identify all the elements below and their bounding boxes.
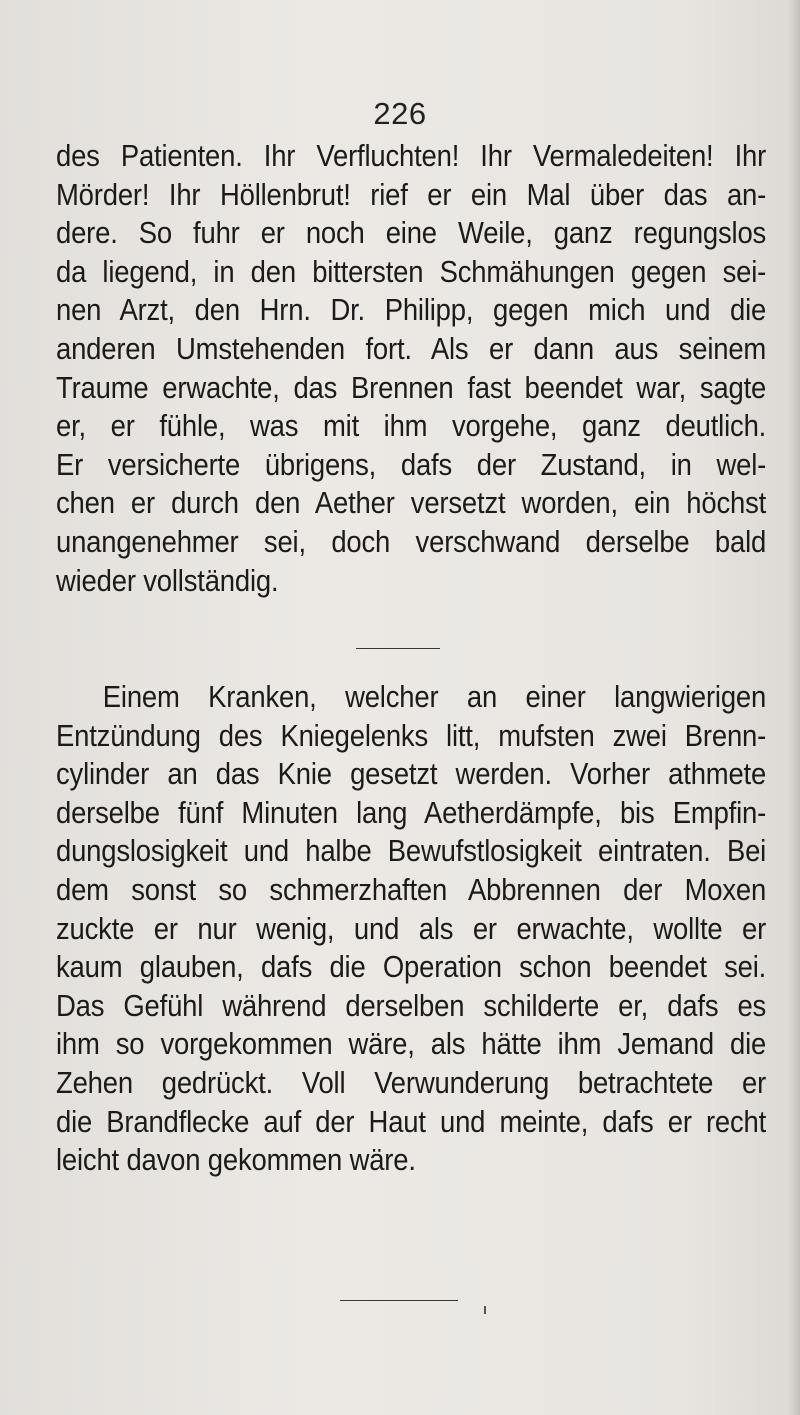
text-line: dem sonst so schmerzhaften Abbrennen der Moxen — [56, 872, 767, 907]
text-line: Er versicherte übrigens, dafs der Zustand, in wel- — [56, 447, 767, 482]
text-line: die Brandflecke auf der Haut und meinte, dafs er recht — [56, 1104, 767, 1139]
text-line: Entzündung des Kniegelenks litt, mufsten zwei Brenn- — [56, 718, 767, 753]
print-speck — [484, 1306, 486, 1314]
text-line: cylinder an das Knie gesetzt werden. Vorher athmete — [56, 757, 767, 792]
section-divider — [340, 1300, 458, 1301]
section-divider — [356, 648, 440, 649]
text-line: dungslosigkeit und halbe Bewufstlosigkeit eintraten. Bei — [56, 834, 767, 869]
text-line: Mörder! Ihr Höllenbrut! rief er ein Mal über das an- — [56, 177, 767, 212]
text-line: anderen Umstehenden fort. Als er dann aus seinem — [56, 331, 767, 366]
text-line: des Patienten. Ihr Verfluchten! Ihr Vermaledeiten! Ihr — [56, 139, 767, 173]
text-line: leicht davon gekommen wäre. — [56, 1143, 416, 1178]
text-line: Traume erwachte, das Brennen fast beendet war, sagte — [56, 370, 767, 405]
page-number: 226 — [373, 96, 427, 131]
text-line: Das Gefühl während derselben schilderte er, dafs es — [56, 988, 767, 1023]
paragraph-2 — [56, 678, 766, 1180]
text-line: chen er durch den Aether versetzt worden, ein höchst — [56, 486, 767, 521]
text-line: wieder vollständig. — [56, 563, 279, 598]
text-line: nen Arzt, den Hrn. Dr. Philipp, gegen mich und die — [56, 293, 767, 328]
text-line: Zehen gedrückt. Voll Verwunderung betrachtete er — [56, 1065, 767, 1100]
text-line: Einem Kranken, welcher an einer langwierigen — [102, 680, 767, 714]
text-line: kaum glauben, dafs die Operation schon beendet sei. — [56, 950, 767, 985]
text-line: da liegend, in den bittersten Schmähungen gegen sei- — [56, 254, 767, 289]
text-line: zuckte er nur wenig, und als er erwachte, wollte er — [56, 911, 767, 946]
paragraph-1 — [56, 137, 766, 600]
text-line: er, er fühle, was mit ihm vorgehe, ganz deutlich. — [56, 409, 767, 444]
text-line: unangenehmer sei, doch verschwand derselbe bald — [56, 524, 767, 559]
text-line: ihm so vorgekommen wäre, als hätte ihm Jemand die — [56, 1027, 767, 1062]
text-line: derselbe fünf Minuten lang Aetherdämpfe, bis Empfin- — [56, 795, 767, 830]
page-edge-shadow — [788, 0, 800, 1415]
text-line: dere. So fuhr er noch eine Weile, ganz regungslos — [56, 216, 767, 251]
